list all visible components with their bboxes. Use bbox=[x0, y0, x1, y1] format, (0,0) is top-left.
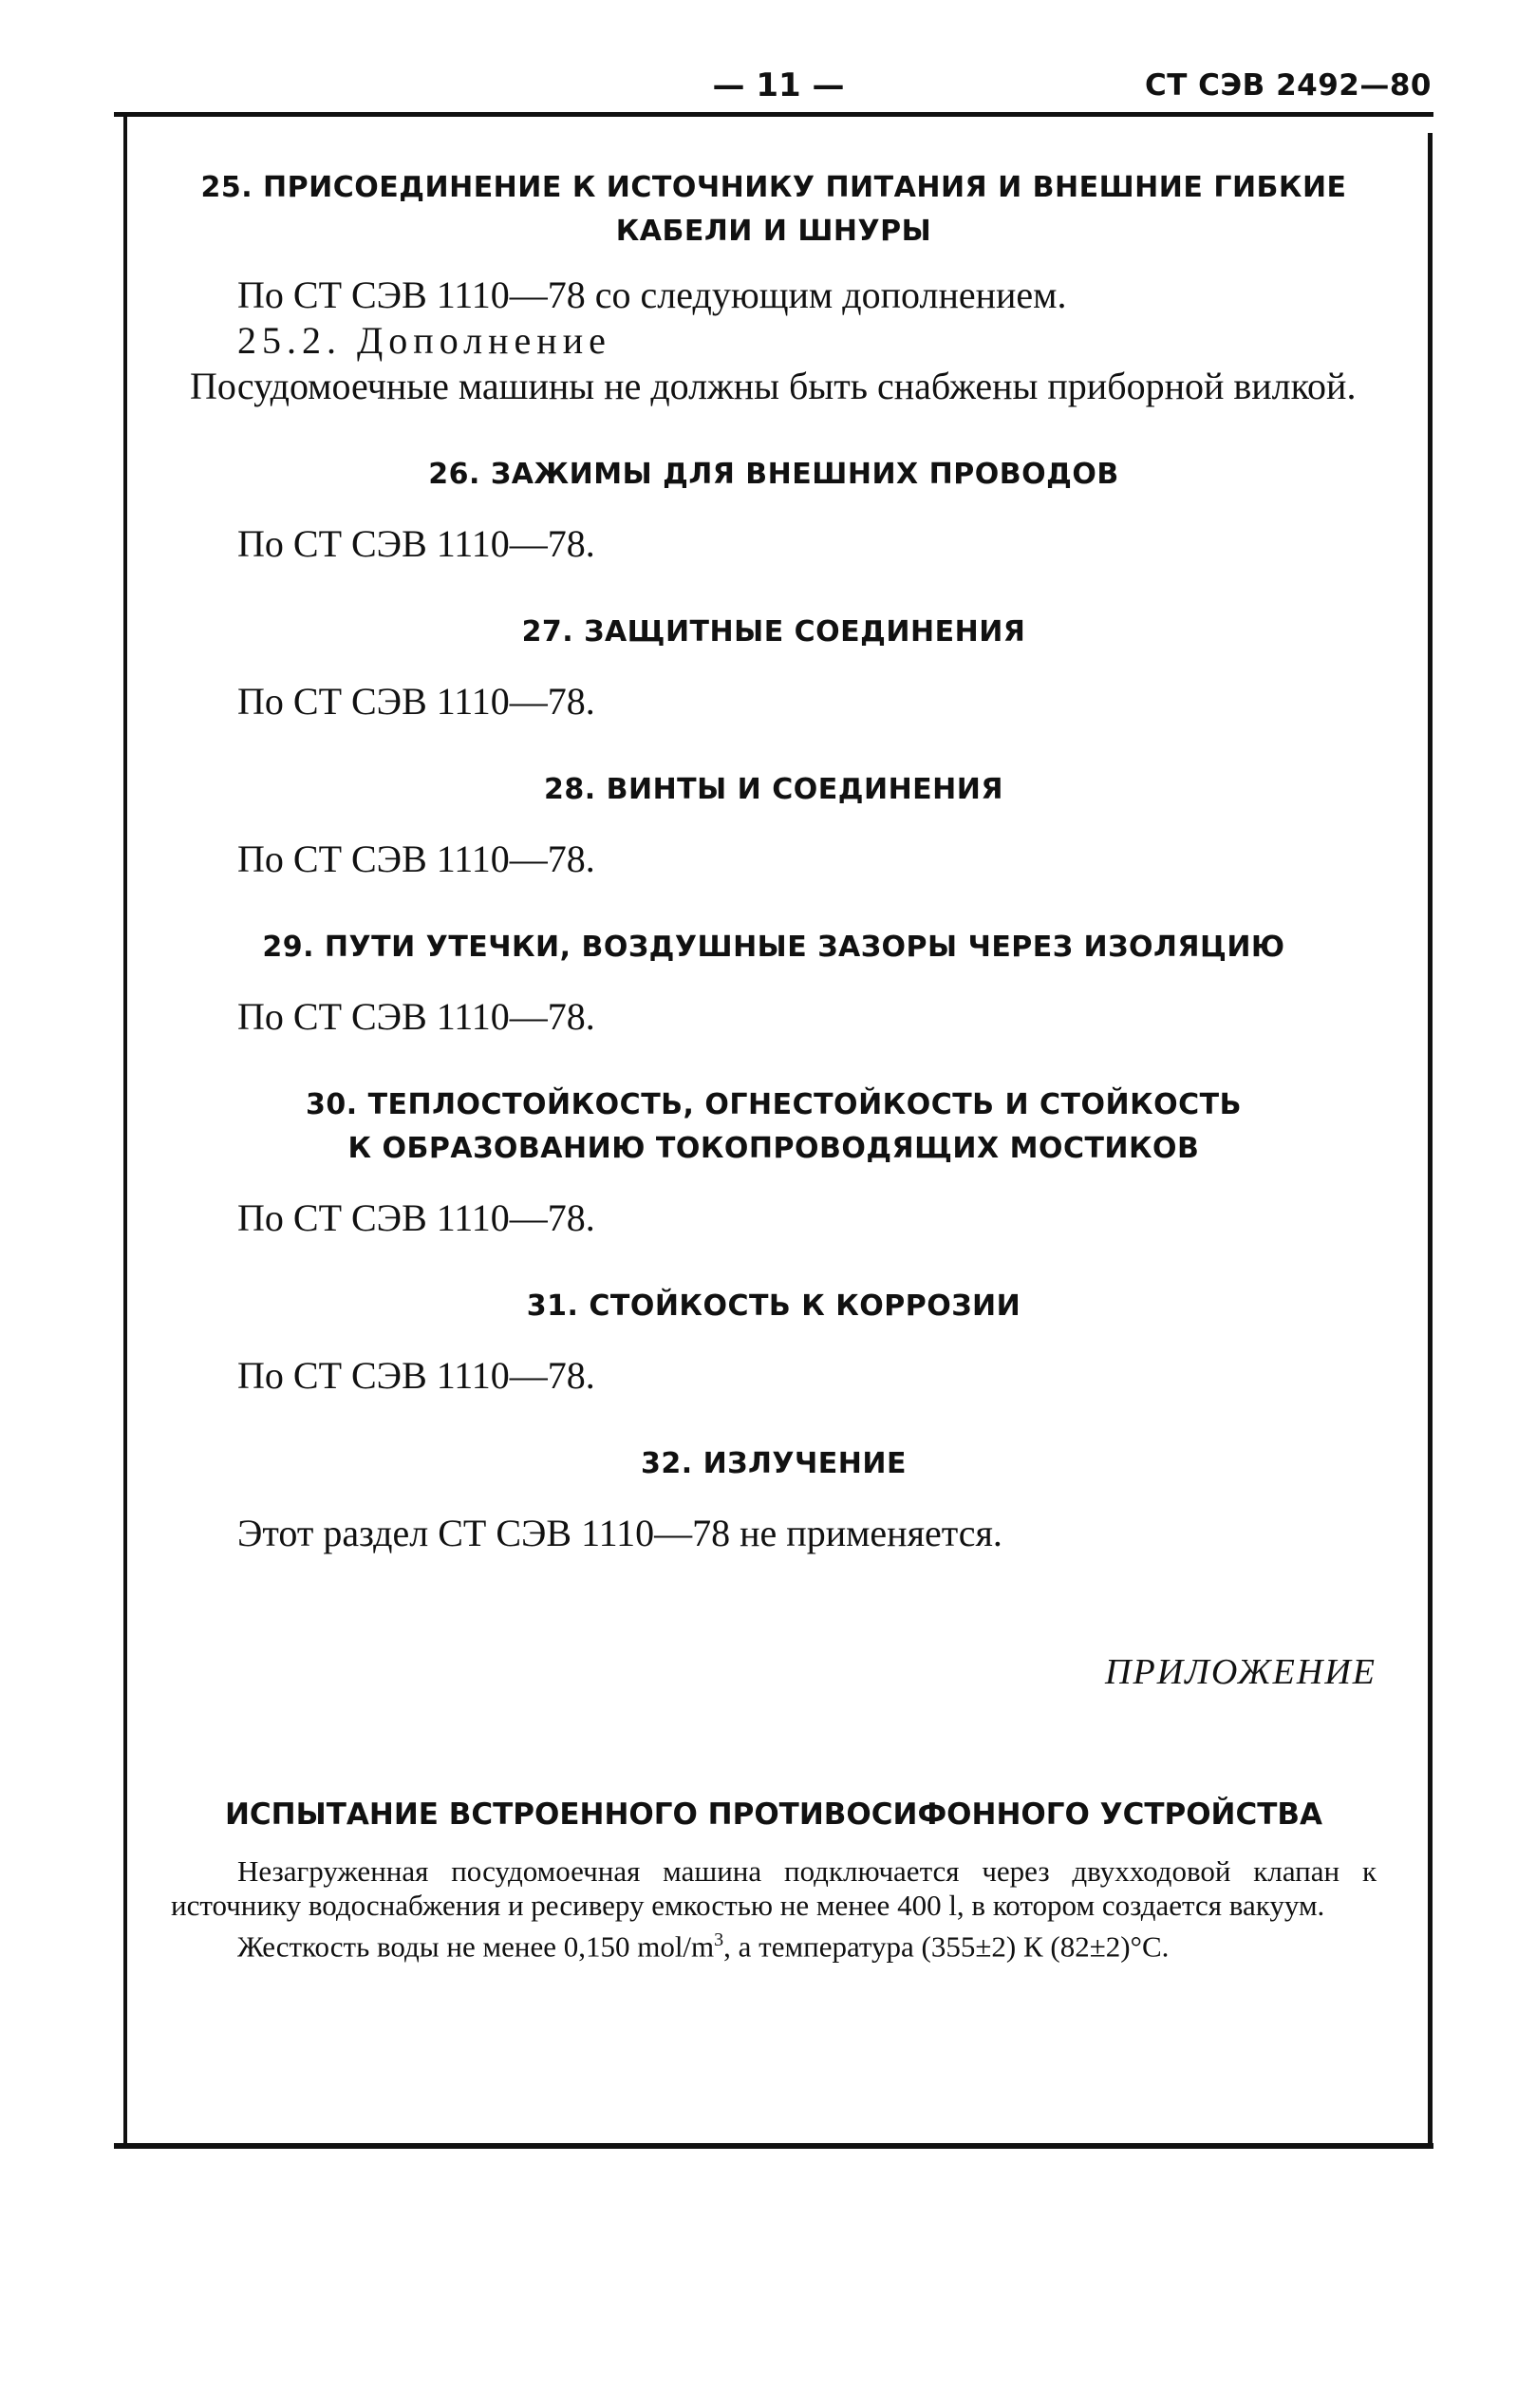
appendix-paragraph-2-text-a: Жесткость воды не менее 0,150 mol/m bbox=[237, 1929, 715, 1964]
section-29-heading: 29. ПУТИ УТЕЧКИ, ВОЗДУШНЫЕ ЗАЗОРЫ ЧЕРЕЗ ИЗОЛЯЦИЮ bbox=[262, 931, 1285, 964]
section-26-heading: 26. ЗАЖИМЫ ДЛЯ ВНЕШНИХ ПРОВОДОВ bbox=[428, 458, 1119, 491]
appendix-title: ИСПЫТАНИЕ ВСТРОЕННОГО ПРОТИВОСИФОННОГО УСТРОЙСТВА bbox=[224, 1797, 1323, 1832]
section-25-paragraph-1: По СТ СЭВ 1110—78 со следующим дополнением. bbox=[237, 273, 1067, 316]
section-25-heading bbox=[171, 166, 1377, 254]
page-content bbox=[171, 166, 1377, 1964]
section-29-paragraph: По СТ СЭВ 1110—78. bbox=[237, 995, 595, 1038]
document-code: СТ СЭВ 2492—80 bbox=[1144, 68, 1432, 103]
appendix-label: ПРИЛОЖЕНИЕ bbox=[1105, 1652, 1377, 1692]
section-32-heading: 32. ИЗЛУЧЕНИЕ bbox=[640, 1447, 907, 1480]
appendix-paragraph-2-superscript: 3 bbox=[714, 1929, 724, 1950]
section-25-paragraph-2: 25.2. Дополнение bbox=[237, 319, 611, 362]
section-30-heading-line1: 30. ТЕПЛОСТОЙКОСТЬ, ОГНЕСТОЙКОСТЬ И СТОЙКОСТЬ bbox=[305, 1088, 1242, 1121]
appendix-paragraph-1: Незагруженная посудомоечная машина подключается через двухходовой клапан к источнику водоснабжения и ресиверу емкостью не менее 400 l, в котором создается вакуум. bbox=[171, 1854, 1377, 1922]
top-rule bbox=[114, 112, 1433, 117]
section-30-heading-line2: К ОБРАЗОВАНИЮ ТОКОПРОВОДЯЩИХ МОСТИКОВ bbox=[347, 1132, 1200, 1165]
section-25-heading-line2: КАБЕЛИ И ШНУРЫ bbox=[615, 215, 932, 248]
appendix-paragraph-2-text-b: , а температура (355±2) К (82±2)°С. bbox=[723, 1929, 1170, 1964]
section-26-paragraph: По СТ СЭВ 1110—78. bbox=[237, 522, 595, 565]
left-border bbox=[123, 114, 127, 2146]
page-number: — 11 — bbox=[712, 66, 845, 104]
section-27-paragraph: По СТ СЭВ 1110—78. bbox=[237, 680, 595, 723]
section-32-paragraph: Этот раздел СТ СЭВ 1110—78 не применяется. bbox=[237, 1512, 1002, 1554]
section-28-paragraph: По СТ СЭВ 1110—78. bbox=[237, 837, 595, 880]
section-30-heading bbox=[171, 1083, 1377, 1171]
appendix-paragraph-2 bbox=[171, 1923, 1377, 1964]
right-border bbox=[1428, 133, 1433, 2146]
section-31-heading: 31. СТОЙКОСТЬ К КОРРОЗИИ bbox=[526, 1289, 1021, 1323]
section-28-heading: 28. ВИНТЫ И СОЕДИНЕНИЯ bbox=[544, 773, 1003, 806]
section-31-paragraph: По СТ СЭВ 1110—78. bbox=[237, 1354, 595, 1397]
bottom-rule bbox=[114, 2143, 1433, 2149]
section-25-heading-line1: 25. ПРИСОЕДИНЕНИЕ К ИСТОЧНИКУ ПИТАНИЯ И ВНЕШНИЕ ГИБКИЕ bbox=[200, 171, 1347, 204]
section-27-heading: 27. ЗАЩИТНЫЕ СОЕДИНЕНИЯ bbox=[521, 615, 1026, 649]
section-30-paragraph: По СТ СЭВ 1110—78. bbox=[237, 1196, 595, 1239]
section-25-paragraph-3: Посудомоечные машины не должны быть снабжены приборной вилкой. bbox=[190, 365, 1357, 407]
